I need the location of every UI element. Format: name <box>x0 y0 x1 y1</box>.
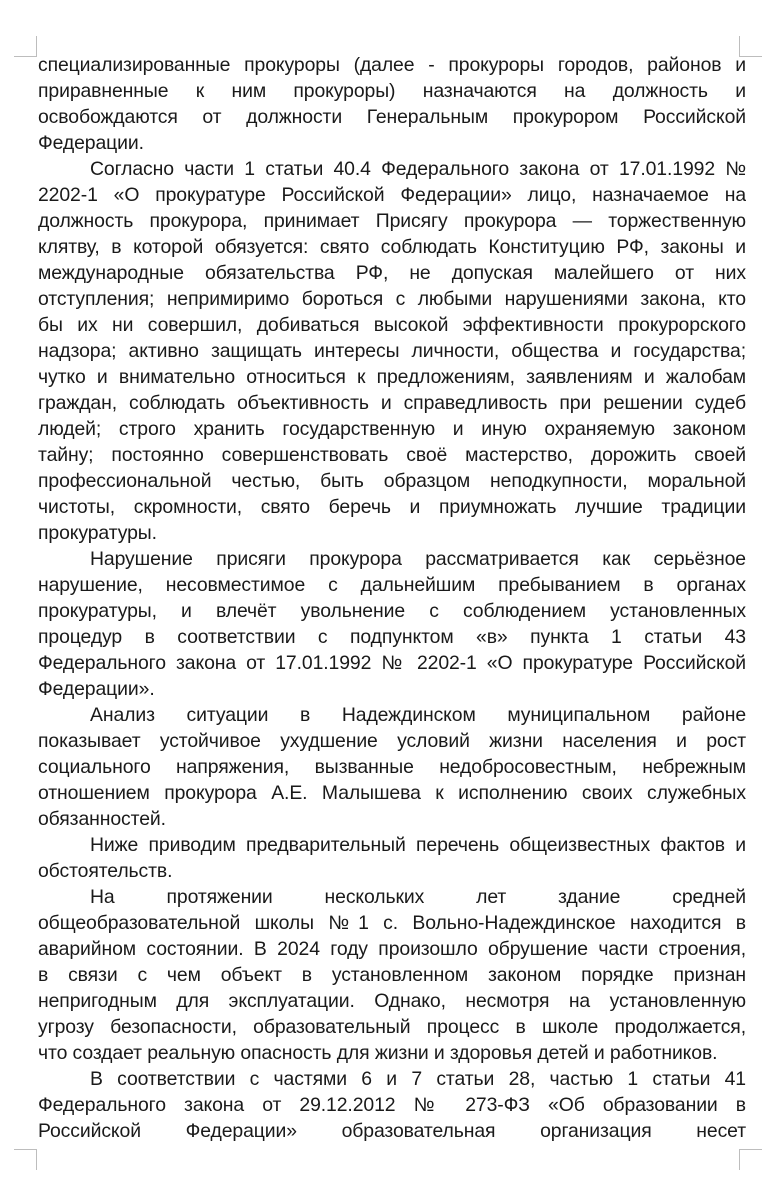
text-line: прокуратуры, и влечёт увольнение с соблюдением установленных <box>38 600 746 622</box>
paragraph <box>38 832 746 884</box>
text-line: Нарушение присяги прокурора рассматривается как серьёзное <box>90 548 746 570</box>
text-line: отступления; непримиримо бороться с любыми нарушениями закона, кто <box>38 288 746 310</box>
text-line: обстоятельств. <box>38 860 173 882</box>
paragraph <box>38 156 746 546</box>
text-line: Ниже приводим предварительный перечень общеизвестных фактов и <box>90 834 746 856</box>
text-line: На протяжении нескольких лет здание средней <box>90 886 746 908</box>
crop-mark-bottom-left <box>14 1149 37 1170</box>
text-line: Анализ ситуации в Надеждинском муниципальном районе <box>90 704 746 726</box>
text-line: Согласно части 1 статьи 40.4 Федерального закона от 17.01.1992 № <box>90 158 746 180</box>
text-line: клятву, в которой обязуется: свято соблюдать Конституцию РФ, законы и <box>38 236 746 258</box>
text-line: обязанностей. <box>38 808 166 830</box>
text-line: процедур в соответствии с подпунктом «в» пункта 1 статьи 43 <box>38 626 746 648</box>
text-line: Федерации». <box>38 678 155 700</box>
text-line: граждан, соблюдать объективность и справедливость при решении судеб <box>38 392 746 414</box>
paragraph <box>38 546 746 702</box>
text-line: В соответствии с частями 6 и 7 статьи 28, частью 1 статьи 41 <box>90 1068 746 1090</box>
text-line: прокуратуры. <box>38 522 157 544</box>
text-line: чутко и внимательно относиться к предложениям, заявлениям и жалобам <box>38 366 746 388</box>
text-line: что создает реальную опасность для жизни и здоровья детей и работников. <box>38 1042 718 1064</box>
text-line: Федерального закона от 17.01.1992 № 2202-1 «О прокуратуре Российской <box>38 652 746 674</box>
text-line: аварийном состоянии. В 2024 году произошло обрушение части строения, <box>38 938 746 960</box>
text-line: отношением прокурора А.Е. Малышева к исполнению своих служебных <box>38 782 746 804</box>
text-line: людей; строго хранить государственную и иную охраняемую законом <box>38 418 746 440</box>
crop-mark-top-left <box>14 36 37 57</box>
text-line: Российской Федерации» образовательная организация несет <box>38 1120 746 1142</box>
paragraph <box>38 702 746 832</box>
text-line: тайну; постоянно совершенствовать своё мастерство, дорожить своей <box>38 444 746 466</box>
text-line: показывает устойчивое ухудшение условий жизни населения и рост <box>38 730 746 752</box>
text-line: социального напряжения, вызванные недобросовестным, небрежным <box>38 756 746 778</box>
document-page <box>38 52 746 1144</box>
text-line: угрозу безопасности, образовательный процесс в школе продолжается, <box>38 1016 746 1038</box>
text-line: общеобразовательной школы №1 с. Вольно-Надеждинское находится в <box>38 912 746 934</box>
text-line: приравненные к ним прокуроры) назначаются на должность и <box>38 80 746 102</box>
text-line: освобождаются от должности Генеральным прокурором Российской <box>38 106 746 128</box>
text-line: чистоты, скромности, свято беречь и приумножать лучшие традиции <box>38 496 746 518</box>
text-line: Федерального закона от 29.12.2012 № 273-ФЗ «Об образовании в <box>38 1094 746 1116</box>
paragraph <box>38 1066 746 1144</box>
text-line: надзора; активно защищать интересы личности, общества и государства; <box>38 340 746 362</box>
paragraph <box>38 884 746 1066</box>
text-line: непригодным для эксплуатации. Однако, несмотря на установленную <box>38 990 746 1012</box>
text-line: в связи с чем объект в установленном законом порядке признан <box>38 964 746 986</box>
crop-mark-bottom-right <box>739 1149 762 1170</box>
text-line: специализированные прокуроры (далее - прокуроры городов, районов и <box>38 54 746 76</box>
paragraph <box>38 52 746 156</box>
text-line: должность прокурора, принимает Присягу прокурора — торжественную <box>38 210 746 232</box>
text-line: бы их ни совершил, добиваться высокой эффективности прокурорского <box>38 314 746 336</box>
text-line: нарушение, несовместимое с дальнейшим пребыванием в органах <box>38 574 746 596</box>
text-line: Федерации. <box>38 132 144 154</box>
text-line: профессиональной честью, быть образцом неподкупности, моральной <box>38 470 746 492</box>
text-line: 2202-1 «О прокуратуре Российской Федерации» лицо, назначаемое на <box>38 184 746 206</box>
text-line: международные обязательства РФ, не допуская малейшего от них <box>38 262 746 284</box>
